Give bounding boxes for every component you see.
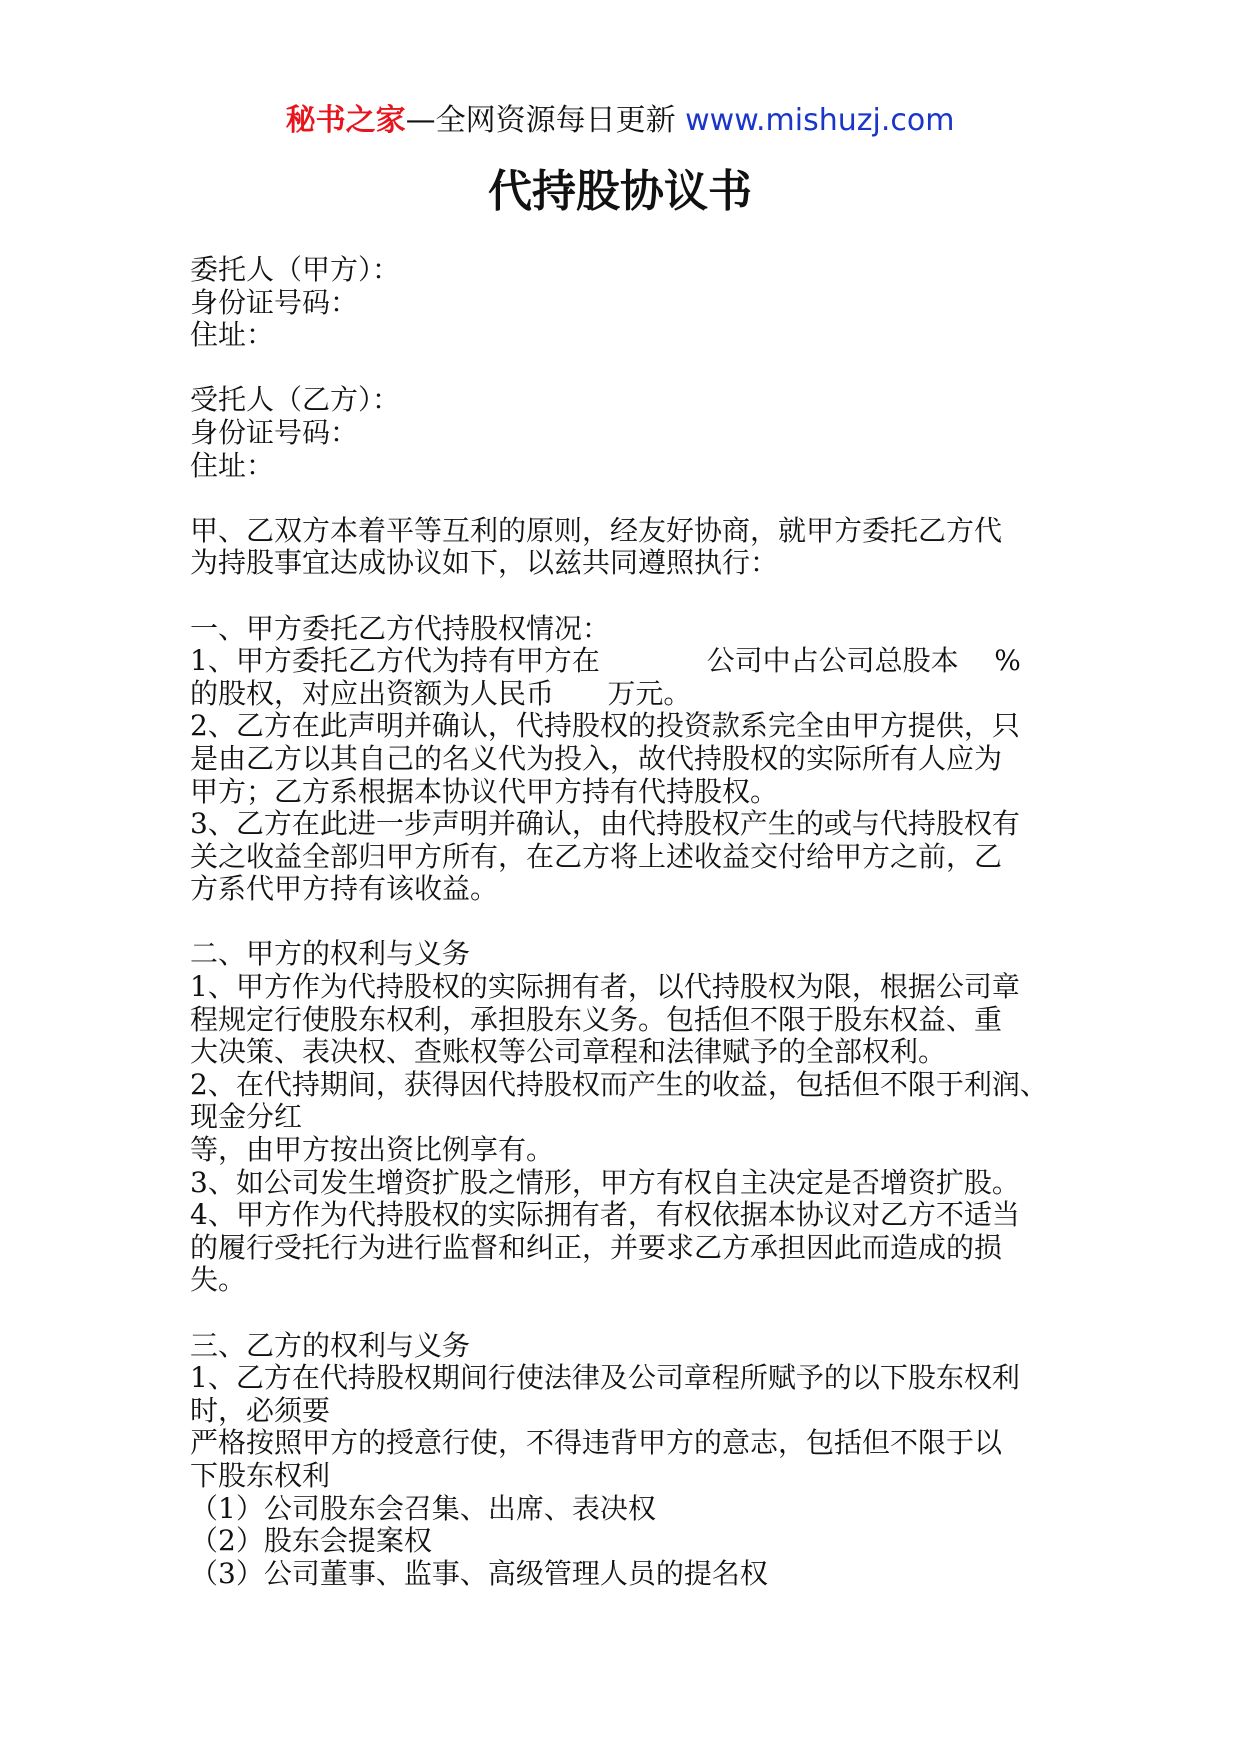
preamble xyxy=(190,515,1070,580)
party-a-label: 委托人（甲方）： xyxy=(190,253,401,286)
section-2-line: 失。 xyxy=(190,1263,247,1297)
section-3-line: 1、乙方在代持股权期间行使法律及公司章程所赋予的以下股东权利 xyxy=(190,1361,1020,1395)
section-1-heading: 一、甲方委托乙方代持股权情况： xyxy=(190,611,611,645)
section-3-line: 严格按照甲方的授意行使，不得违背甲方的意志，包括但不限于以 xyxy=(190,1426,1003,1460)
section-2-line: 大决策、表决权、查账权等公司章程和法律赋予的全部权利。 xyxy=(190,1035,947,1069)
section-2-heading: 二、甲方的权利与义务 xyxy=(190,937,471,971)
section-2-line: 程规定行使股东权利，承担股东义务。包括但不限于股东权益、重 xyxy=(190,1002,1003,1036)
section-2 xyxy=(190,938,1070,1297)
section-1-line: 关之收益全部归甲方所有，在乙方将上述收益交付给甲方之前，乙 xyxy=(190,839,1003,873)
section-1-line: 1、甲方委托乙方代为持有甲方在 公司中占公司总股本 % xyxy=(190,644,1021,678)
section-2-line: 1、甲方作为代持股权的实际拥有者，以代持股权为限，根据公司章 xyxy=(190,970,1020,1004)
header-tagline: —全网资源每日更新 xyxy=(405,103,676,138)
site-url-link[interactable]: www.mishuzj.com xyxy=(685,103,955,138)
section-3-heading: 三、乙方的权利与义务 xyxy=(190,1328,471,1362)
brand-name: 秘书之家 xyxy=(285,103,406,138)
party-b-address-label: 住址： xyxy=(190,448,275,482)
section-1-line: 甲方；乙方系根据本协议代甲方持有代持股权。 xyxy=(190,774,779,808)
party-a-block xyxy=(190,254,1070,352)
site-header xyxy=(0,101,1240,141)
section-2-line: 4、甲方作为代持股权的实际拥有者，有权依据本协议对乙方不适当 xyxy=(190,1198,1020,1232)
section-2-line: 等，由甲方按出资比例享有。 xyxy=(190,1133,555,1167)
section-3-line: （1）公司股东会召集、出席、表决权 xyxy=(190,1491,656,1525)
party-b-block xyxy=(190,384,1070,482)
preamble-line: 为持股事宜达成协议如下，以兹共同遵照执行： xyxy=(190,546,779,580)
party-b-label: 受托人（乙方）： xyxy=(190,383,401,417)
section-1-line: 是由乙方以其自己的名义代为投入，故代持股权的实际所有人应为 xyxy=(190,741,1003,775)
section-3-line: （2）股东会提案权 xyxy=(190,1524,432,1558)
party-b-id-label: 身份证号码： xyxy=(190,415,359,449)
preamble-line: 甲、乙双方本着平等互利的原则，经友好协商，就甲方委托乙方代 xyxy=(190,513,1003,547)
section-2-line: 现金分红 xyxy=(190,1100,303,1134)
section-1-line: 3、乙方在此进一步声明并确认，由代持股权产生的或与代持股权有 xyxy=(190,807,1020,841)
section-1-line: 方系代甲方持有该收益。 xyxy=(190,872,499,906)
party-a-address-label: 住址： xyxy=(190,318,275,352)
party-a-id-label: 身份证号码： xyxy=(190,285,359,319)
document-body xyxy=(190,254,1070,1590)
section-1-line: 2、乙方在此声明并确认，代持股权的投资款系完全由甲方提供，只 xyxy=(190,709,1020,743)
section-3-line: 下股东权利 xyxy=(190,1458,331,1492)
section-2-line: 的履行受托行为进行监督和纠正，并要求乙方承担因此而造成的损 xyxy=(190,1230,1003,1264)
section-3-line: 时，必须要 xyxy=(190,1393,331,1427)
section-2-line: 2、在代持期间，获得因代持股权而产生的收益，包括但不限于利润、 xyxy=(190,1067,1048,1101)
section-1 xyxy=(190,613,1070,906)
section-2-line: 3、如公司发生增资扩股之情形，甲方有权自主决定是否增资扩股。 xyxy=(190,1165,1020,1199)
section-3 xyxy=(190,1330,1070,1591)
section-3-line: （3）公司董事、监事、高级管理人员的提名权 xyxy=(190,1556,768,1590)
section-1-line: 的股权，对应出资额为人民币 万元。 xyxy=(190,676,692,710)
document-title: 代持股协议书 xyxy=(488,166,752,217)
